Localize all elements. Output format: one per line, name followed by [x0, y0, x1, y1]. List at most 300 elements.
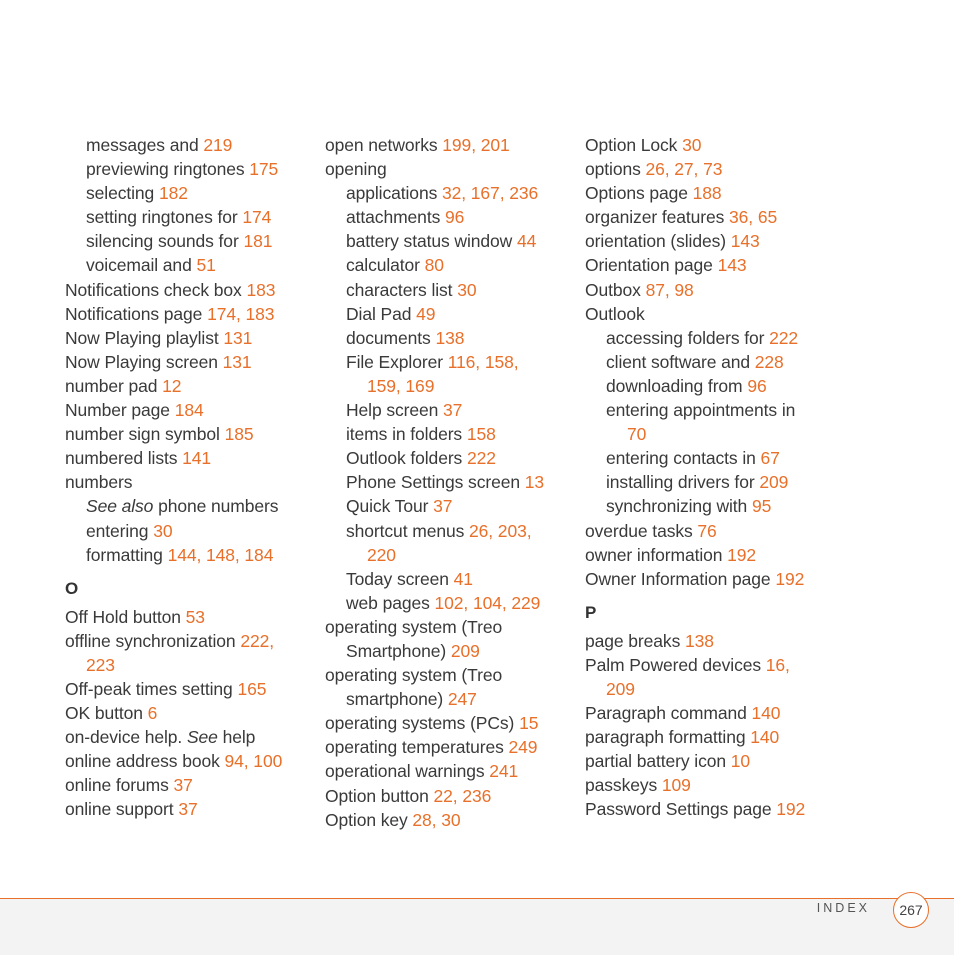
index-term — [585, 280, 641, 300]
term-text: messages and — [86, 135, 199, 155]
index-entry — [325, 759, 575, 783]
index-term — [325, 159, 387, 179]
page-reference-link[interactable]: 30 — [682, 135, 702, 155]
index-letter-heading: P — [585, 602, 597, 622]
index-term — [65, 727, 255, 747]
term-text: voicemail and — [86, 255, 192, 276]
page-reference-link[interactable]: 185 — [224, 424, 254, 445]
page-reference-link[interactable]: 16, — [765, 654, 790, 675]
index-term — [346, 424, 462, 444]
term-text: shortcut menus — [346, 520, 465, 541]
page-reference-link[interactable]: 209 — [759, 472, 789, 493]
index-term — [325, 713, 514, 733]
index-subentry — [65, 181, 315, 205]
page-reference-link[interactable]: 140 — [750, 727, 780, 748]
page-reference-link[interactable]: 12 — [162, 375, 182, 396]
index-subentry — [65, 494, 315, 518]
term-text: calculator — [346, 255, 420, 276]
index-subentry — [325, 350, 575, 398]
index-term — [65, 280, 242, 300]
page-reference-link[interactable]: 192 — [775, 568, 805, 589]
term-text: applications — [346, 183, 438, 204]
term-text: downloading from — [606, 375, 743, 396]
index-entry — [585, 133, 835, 157]
index-term — [585, 304, 645, 324]
index-entry — [585, 773, 835, 797]
term-text: entering contacts in — [606, 448, 756, 469]
page-reference-link[interactable]: 96 — [445, 207, 465, 228]
index-subentry — [585, 470, 835, 494]
page-reference-link[interactable]: 80 — [424, 255, 444, 276]
page-reference-link[interactable]: 96 — [747, 375, 767, 396]
term-text: Orientation page — [585, 255, 713, 276]
index-term — [346, 496, 428, 516]
index-entry — [325, 157, 575, 181]
page-reference-link[interactable]: 10 — [730, 751, 751, 772]
page-reference-link[interactable]: 116, 158, — [447, 351, 519, 372]
index-entry — [585, 653, 835, 701]
index-term — [325, 810, 408, 830]
term-text: installing drivers for — [606, 472, 755, 493]
index-entry — [65, 302, 315, 326]
term-text: Off-peak times setting — [65, 678, 233, 699]
page-reference-link[interactable]: 220 — [367, 544, 396, 565]
index-term — [585, 183, 688, 203]
index-term — [606, 472, 755, 492]
index-entry — [325, 808, 575, 832]
index-subentry — [585, 350, 835, 374]
index-entry — [585, 205, 835, 229]
term-text: Password Settings page — [585, 799, 772, 820]
index-term — [585, 207, 724, 227]
term-text: Help screen — [346, 400, 439, 421]
term-text: attachments — [346, 207, 441, 228]
index-term — [346, 400, 438, 420]
page-reference-link[interactable]: 140 — [751, 703, 781, 724]
page-reference-link[interactable]: 209 — [450, 640, 480, 661]
term-text: owner information — [585, 544, 723, 565]
index-term — [325, 737, 504, 757]
index-term — [585, 521, 693, 541]
term-text: items in folders — [346, 424, 463, 445]
term-text: documents — [346, 327, 431, 348]
page-reference-link[interactable]: 192 — [776, 799, 806, 820]
index-subentry — [325, 229, 575, 253]
index-term — [86, 183, 154, 203]
index-entry — [65, 725, 315, 749]
index-term — [86, 207, 238, 227]
index-subentry — [325, 326, 575, 350]
index-entry — [65, 326, 315, 350]
page-reference-link[interactable]: 26, 27, 73 — [645, 159, 723, 180]
term-text: Off Hold button — [65, 606, 181, 627]
term-text: formatting — [86, 544, 163, 565]
page-reference-link[interactable]: 165 — [237, 678, 267, 699]
page-reference-link[interactable]: 144, 148, 184 — [167, 544, 274, 565]
index-entry — [585, 749, 835, 773]
page-reference-link[interactable]: 37 — [173, 775, 193, 796]
index-subentry — [325, 567, 575, 591]
term-text: number pad — [65, 375, 158, 396]
index-term — [86, 545, 163, 565]
term-text: entering — [86, 520, 149, 541]
index-term — [585, 751, 726, 771]
page-reference-link[interactable]: 188 — [692, 183, 722, 204]
term-text: Dial Pad — [346, 303, 412, 324]
index-term — [65, 631, 236, 651]
page-reference-link[interactable]: 247 — [447, 689, 477, 710]
index-term — [585, 799, 772, 819]
index-term — [346, 231, 512, 251]
index-term — [585, 631, 680, 651]
index-term — [86, 231, 239, 251]
index-term — [346, 255, 420, 275]
term-text: open networks — [325, 135, 438, 155]
term-text: accessing folders for — [606, 327, 765, 348]
term-continued: Smartphone) — [346, 640, 447, 661]
see-label: See — [186, 727, 218, 748]
index-entry — [585, 253, 835, 277]
term-text: Phone Settings screen — [346, 472, 520, 493]
page-reference-link[interactable]: 94, 100 — [224, 751, 283, 772]
index-term — [86, 159, 245, 179]
index-entry — [65, 701, 315, 725]
page-reference-link[interactable]: 143 — [730, 231, 760, 252]
index-column-1 — [65, 133, 315, 822]
page-reference-link[interactable]: 37 — [433, 496, 453, 517]
page-reference-link[interactable]: 102, 104, 229 — [434, 592, 541, 613]
index-entry — [65, 677, 315, 701]
index-term — [606, 352, 750, 372]
page-reference-link[interactable]: 15 — [519, 713, 539, 734]
index-term — [585, 135, 677, 155]
term-text: Notifications check box — [65, 279, 242, 300]
page-reference-link[interactable]: 138 — [435, 327, 465, 348]
page-reference-link[interactable]: 37 — [178, 799, 198, 820]
term-text: numbered lists — [65, 448, 178, 469]
index-term — [346, 207, 440, 227]
term-text: offline synchronization — [65, 630, 236, 651]
page-reference-link[interactable]: 67 — [760, 448, 780, 469]
index-term — [325, 617, 502, 637]
term-text: web pages — [346, 592, 430, 613]
term-text: operational warnings — [325, 761, 485, 782]
page-reference-link[interactable]: 22, 236 — [433, 785, 492, 806]
index-subentry — [325, 253, 575, 277]
index-entry — [585, 701, 835, 725]
term-text: OK button — [65, 703, 143, 724]
index-term — [346, 183, 437, 203]
term-text: Outlook folders — [346, 448, 463, 469]
term-text: options — [585, 159, 641, 180]
index-entry — [65, 446, 315, 470]
page-reference-link[interactable]: 49 — [416, 303, 436, 324]
index-subentry — [325, 302, 575, 326]
term-text: operating systems (PCs) — [325, 713, 515, 734]
page-reference-link[interactable]: 241 — [489, 761, 519, 782]
index-subentry — [325, 591, 575, 615]
page-reference-link[interactable]: 138 — [684, 630, 714, 651]
page-reference-link[interactable]: 182 — [158, 183, 188, 204]
index-letter-heading: O — [65, 578, 79, 598]
term-text: Now Playing playlist — [65, 327, 219, 348]
index-entry — [65, 797, 315, 821]
index-term — [65, 328, 219, 348]
term-text: partial battery icon — [585, 751, 726, 772]
term-text: Number page — [65, 400, 170, 421]
index-term — [86, 521, 148, 541]
index-entry — [65, 773, 315, 797]
index-subentry — [65, 133, 315, 157]
index-entry — [325, 711, 575, 735]
page-reference-link[interactable]: 192 — [727, 544, 757, 565]
term-text: number sign symbol — [65, 424, 220, 445]
page-reference-link[interactable]: 222, — [240, 630, 274, 651]
index-entry — [585, 157, 835, 181]
term-text: characters list — [346, 279, 453, 300]
index-subentry — [585, 374, 835, 398]
index-subentry — [65, 519, 315, 543]
term-text: client software and — [606, 351, 751, 372]
index-entry — [585, 229, 835, 253]
page-reference-link[interactable]: 174 — [242, 207, 272, 228]
term-text: Outbox — [585, 279, 641, 300]
index-entry — [325, 133, 575, 157]
term-text: previewing ringtones — [86, 159, 245, 180]
index-term — [585, 569, 771, 589]
page-reference-link[interactable]: 131 — [222, 351, 252, 372]
index-term — [346, 472, 520, 492]
page-reference-link[interactable]: 32, 167, 236 — [442, 183, 539, 204]
index-entry — [585, 797, 835, 821]
page-reference-link[interactable]: 76 — [697, 520, 717, 541]
index-subentry — [325, 494, 575, 518]
page-reference-link[interactable]: 209 — [606, 678, 635, 699]
term-text: Palm Powered devices — [585, 654, 761, 675]
page-reference-link[interactable]: 41 — [453, 568, 473, 589]
page-footer — [0, 898, 954, 955]
term-text: on-device help. — [65, 727, 183, 748]
term-text: online forums — [65, 775, 169, 796]
term-text: passkeys — [585, 775, 658, 796]
index-term — [606, 376, 743, 396]
index-term — [606, 448, 756, 468]
page-reference-link[interactable]: 181 — [243, 231, 273, 252]
index-subentry — [325, 181, 575, 205]
index-term — [86, 135, 199, 155]
index-entry — [585, 543, 835, 567]
term-text: operating system (Treo — [325, 616, 503, 637]
index-subentry — [325, 278, 575, 302]
term-text: Option button — [325, 785, 429, 806]
page-reference-link[interactable]: 199, 201 — [442, 135, 510, 155]
page-reference-link[interactable]: 131 — [223, 327, 253, 348]
index-term — [325, 786, 429, 806]
page-reference-link[interactable]: 26, 203, — [469, 520, 532, 541]
index-entry — [65, 470, 315, 494]
index-term — [585, 727, 745, 747]
index-term — [585, 775, 657, 795]
index-term — [325, 665, 502, 685]
index-subentry — [325, 422, 575, 446]
page-reference-link[interactable]: 37 — [443, 400, 463, 421]
index-term — [325, 761, 485, 781]
index-entry — [585, 725, 835, 749]
term-text: selecting — [86, 183, 155, 204]
index-subentry — [325, 519, 575, 567]
index-column-2 — [325, 133, 575, 832]
index-subentry — [585, 494, 835, 518]
term-text-after: help — [222, 727, 256, 748]
index-term — [65, 799, 174, 819]
page-reference-link[interactable]: 6 — [147, 703, 158, 724]
page-reference-link[interactable]: 222 — [466, 448, 496, 469]
term-text: phone numbers — [158, 496, 279, 517]
index-term — [325, 135, 438, 155]
term-text: Paragraph command — [585, 703, 747, 724]
page-reference-link[interactable]: 109 — [661, 775, 691, 796]
index-term — [346, 280, 452, 300]
page-reference-link[interactable]: 36, 65 — [729, 207, 778, 228]
term-continued: smartphone) — [346, 689, 444, 710]
page-reference-link[interactable]: 87, 98 — [645, 279, 694, 300]
page-reference-link[interactable]: 222 — [769, 327, 799, 348]
index-entry — [585, 519, 835, 543]
term-text: operating system (Treo — [325, 665, 503, 686]
term-text: numbers — [65, 472, 133, 493]
index-term — [65, 400, 170, 420]
term-text: silencing sounds for — [86, 231, 239, 252]
index-term — [86, 255, 192, 275]
index-subentry — [65, 543, 315, 567]
index-term — [346, 593, 430, 613]
index-subentry — [65, 229, 315, 253]
index-term — [346, 448, 462, 468]
index-entry — [65, 350, 315, 374]
page-reference-link[interactable]: 219 — [203, 135, 233, 155]
page-reference-link[interactable]: 51 — [196, 255, 216, 276]
index-entry — [325, 784, 575, 808]
index-term — [65, 679, 233, 699]
term-text: operating temperatures — [325, 737, 504, 758]
index-subentry — [325, 205, 575, 229]
index-entry — [65, 374, 315, 398]
index-term — [65, 751, 220, 771]
index-term — [65, 448, 177, 468]
index-subentry — [65, 253, 315, 277]
page-reference-link[interactable]: 44 — [516, 231, 537, 252]
index-column-3 — [585, 133, 835, 822]
index-term — [346, 352, 443, 372]
index-term — [585, 231, 726, 251]
index-subentry — [585, 398, 835, 446]
term-text: Option key — [325, 809, 408, 830]
page-reference-link[interactable]: 223 — [86, 654, 115, 675]
page-reference-link[interactable]: 53 — [185, 606, 205, 627]
index-entry — [585, 567, 835, 591]
term-text: setting ringtones for — [86, 207, 238, 228]
page-reference-link[interactable]: 30 — [457, 279, 477, 300]
index-term — [346, 569, 449, 589]
index-term — [65, 352, 218, 372]
page-number-badge: 267 — [893, 892, 929, 928]
page-reference-link[interactable]: 143 — [717, 255, 747, 276]
term-text: online address book — [65, 751, 220, 772]
page-reference-link[interactable]: 141 — [182, 448, 212, 469]
page-reference-link[interactable]: 175 — [249, 159, 279, 180]
index-term — [585, 255, 713, 275]
term-text: battery status window — [346, 231, 513, 252]
index-entry — [585, 629, 835, 653]
page-reference-link[interactable]: 184 — [174, 400, 204, 421]
page-reference-link[interactable]: 13 — [524, 472, 545, 493]
term-text: opening — [325, 159, 387, 180]
term-text: orientation (slides) — [585, 231, 726, 252]
index-entry — [65, 749, 315, 773]
index-entry — [65, 605, 315, 629]
index-term — [65, 703, 143, 723]
page-reference-link[interactable]: 174, 183 — [207, 303, 275, 324]
term-text: Notifications page — [65, 303, 203, 324]
footer-section-label: INDEX — [816, 901, 870, 915]
index-term — [346, 521, 464, 541]
index-term — [585, 159, 641, 179]
page-reference-link[interactable]: 28, 30 — [412, 809, 461, 830]
index-term — [65, 472, 132, 492]
term-text: Option Lock — [585, 135, 678, 155]
index-subentry — [585, 326, 835, 350]
index-term — [65, 304, 202, 324]
index-term — [86, 496, 278, 516]
index-subentry — [325, 398, 575, 422]
page-reference-link[interactable]: 249 — [508, 737, 538, 758]
index-entry — [585, 181, 835, 205]
index-term — [606, 328, 764, 348]
index-term — [65, 607, 181, 627]
page-reference-link[interactable]: 95 — [751, 496, 772, 517]
index-term — [606, 496, 747, 516]
page-reference-link[interactable]: 158 — [466, 424, 496, 445]
index-subentry — [585, 446, 835, 470]
index-term — [65, 424, 220, 444]
page-reference-link[interactable]: 183 — [246, 279, 276, 300]
see-also-label: See also — [86, 496, 154, 517]
page-reference-link[interactable]: 70 — [627, 424, 647, 445]
term-text: Now Playing screen — [65, 351, 218, 372]
term-text: File Explorer — [346, 351, 443, 372]
page-reference-link[interactable]: 30 — [153, 520, 173, 541]
term-text: Outlook — [585, 303, 645, 324]
term-text: Owner Information page — [585, 568, 771, 589]
index-entry — [325, 663, 575, 711]
index-subentry — [325, 446, 575, 470]
page-reference-link[interactable]: 228 — [754, 351, 784, 372]
term-text: Options page — [585, 183, 688, 204]
index-term — [585, 703, 747, 723]
index-entry — [65, 398, 315, 422]
index-term — [585, 545, 722, 565]
term-text: organizer features — [585, 207, 725, 228]
index-entry — [65, 629, 315, 677]
index-entry — [325, 735, 575, 759]
index-term — [585, 655, 761, 675]
index-subentry — [325, 470, 575, 494]
index-entry — [65, 422, 315, 446]
page-reference-link[interactable]: 159, 169 — [367, 375, 435, 396]
index-term — [606, 400, 795, 420]
index-term — [346, 328, 431, 348]
index-entry — [585, 278, 835, 302]
